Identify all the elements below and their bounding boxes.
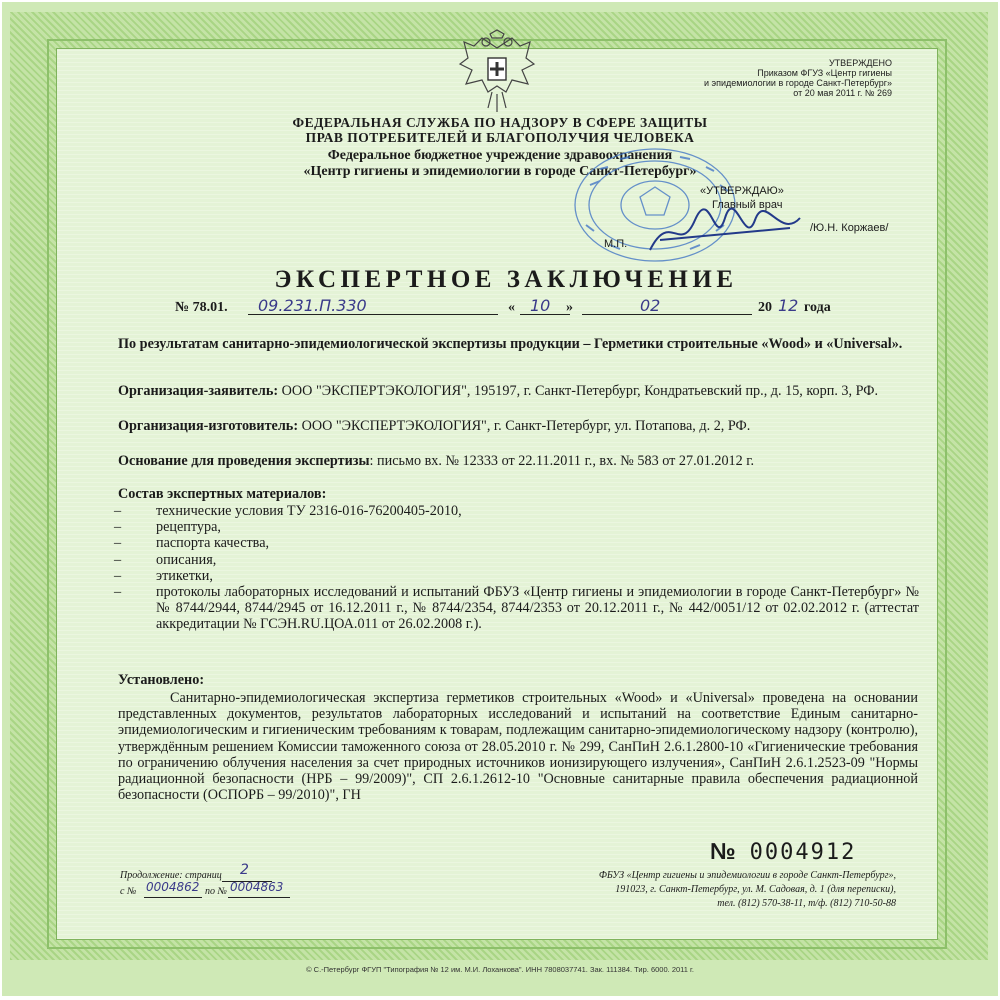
- list-item: [114, 519, 919, 535]
- applicant-paragraph: [118, 383, 918, 399]
- list-dash: –: [114, 551, 122, 568]
- list-dash: –: [114, 519, 122, 536]
- basis-label: Основание для проведения экспертизы: [118, 453, 370, 469]
- applicant-label: Организация-заявитель:: [118, 383, 279, 399]
- approval-line-2: Приказом ФГУЗ «Центр гигиены: [757, 68, 892, 78]
- document-title: ЭКСПЕРТНОЕ ЗАКЛЮЧЕНИЕ: [274, 266, 738, 293]
- to-underline: [228, 897, 290, 898]
- quote-close: »: [566, 300, 573, 315]
- established-label: Установлено:: [118, 672, 205, 688]
- approval-line-1: УТВЕРЖДЕНО: [828, 58, 892, 68]
- continuation-label: Продолжение: страниц: [120, 870, 222, 881]
- from-label: с №: [120, 886, 137, 897]
- to-label: по №: [205, 886, 227, 897]
- basis-paragraph: [118, 453, 918, 469]
- institution-line-2: «Центр гигиены и эпидемиологии в городе Санкт-Петербург»: [303, 164, 697, 179]
- chief-doctor-label: Главный врач: [712, 199, 783, 211]
- list-item-text: паспорта качества,: [156, 535, 270, 552]
- seal-place-label: М.П.: [604, 238, 628, 250]
- established-text: Санитарно-эпидемиологическая экспертиза герметиков строительных «Wood» и «Universal» проведена на основании представленных документов, результатов лабораторных исследований и испытаний на соответствие Единым санитарно-эпидемиологическим и гигиеническим требованиям к товарам, подлежащим санитарно-эпидемиологическому надзору (контролю), утверждённым решением Комиссии таможенного союза от 28.05.2010 г. № 299, СанПиН 2.6.1.2800-10 «Гигиенические требования по ограничению облучения населения за счет природных источников ионизирующего излучения», СанПиН 2.6.1.2523-09 "Нормы радиационной безопасности (НРБ – 99/2009)", СП 2.6.1.2612-10 "Основные санитарные правила обеспечения радиационной безопасности (ОСПОРБ – 99/2010)", ГН: [118, 690, 918, 804]
- registration-prefix: № 78.01.: [175, 300, 228, 315]
- expertise-subject: По результатам санитарно-эпидемиологической экспертизы продукции – Герметики строительные «Wood» и «Universal».: [118, 336, 903, 352]
- agency-name-line-1: ФЕДЕРАЛЬНАЯ СЛУЖБА ПО НАДЗОРУ В СФЕРЕ ЗАЩИТЫ: [292, 115, 708, 130]
- registration-number: 09.231.П.330: [258, 296, 367, 315]
- serial-sign: №: [710, 838, 736, 864]
- materials-label: Состав экспертных материалов:: [118, 486, 327, 502]
- list-item: [114, 503, 919, 519]
- continuation-from: 0004862: [146, 880, 200, 894]
- org-footer-line-1: ФБУЗ «Центр гигиены и эпидемиологии в городе Санкт-Петербург»,: [598, 870, 896, 881]
- manufacturer-label: Организация-изготовитель:: [118, 418, 299, 434]
- applicant-text: ООО "ЭКСПЕРТЭКОЛОГИЯ", 195197, г. Санкт-Петербург, Кондратьевский пр., д. 15, корп. 3, РФ.: [278, 383, 879, 399]
- from-underline: [144, 897, 202, 898]
- month-underline: [582, 314, 752, 315]
- list-item: [114, 535, 919, 551]
- manufacturer-paragraph: [118, 418, 918, 434]
- printer-imprint: © С.-Петербург ФГУП "Типография № 12 им. М.И. Лоханкова". ИНН 7808037741. Зак. 111384. Тир. 6000. 2011 г.: [306, 965, 694, 974]
- blank-serial-number: [710, 838, 856, 865]
- approval-note: [704, 58, 892, 98]
- list-dash: –: [114, 503, 122, 519]
- list-item-text: протоколы лабораторных исследований и испытаний ФБУЗ «Центр гигиены и эпидемиологии в городе Санкт-Петербург» №№ 8744/2944, 8744/2945 от 16.12.2011 г., № 8744/2354, 8744/2353 от 20.12.2011 г., № 442/0051/12 от 02.02.2012 г. (аттестат аккредитации № ГСЭН.RU.ЦОА.011 от 26.02.2008 г.).: [156, 584, 919, 633]
- date-month: 02: [640, 296, 661, 315]
- list-dash: –: [114, 535, 122, 552]
- approve-label: «УТВЕРЖДАЮ»: [700, 185, 784, 197]
- list-item-text: описания,: [156, 551, 217, 568]
- quote-open: «: [508, 300, 515, 315]
- agency-name-line-2: ПРАВ ПОТРЕБИТЕЛЕЙ И БЛАГОПОЛУЧИЯ ЧЕЛОВЕКА: [305, 130, 695, 145]
- list-item-text: рецептура,: [156, 519, 221, 536]
- year-suffix: 12: [778, 296, 799, 315]
- approval-line-3: и эпидемиологии в городе Санкт-Петербург»: [703, 78, 892, 88]
- double-headed-eagle-emblem: [452, 28, 542, 118]
- materials-list: [114, 503, 919, 633]
- institution-line-1: Федеральное бюджетное учреждение здравоохранения: [327, 148, 673, 163]
- list-item: [114, 568, 919, 584]
- list-dash: –: [114, 567, 122, 584]
- year-word: года: [804, 300, 831, 315]
- manufacturer-text: ООО "ЭКСПЕРТЭКОЛОГИЯ", г. Санкт-Петербург, ул. Потапова, д. 2, РФ.: [298, 418, 751, 434]
- continuation-pages: 2: [240, 862, 249, 878]
- serial-number: 0004912: [749, 840, 857, 865]
- approval-line-4: от 20 мая 2011 г. № 269: [793, 88, 892, 98]
- continuation-to: 0004863: [230, 880, 284, 894]
- handwritten-signature: [640, 200, 810, 260]
- list-item-text: технические условия ТУ 2316-016-76200405-2010,: [156, 503, 462, 519]
- list-item: [114, 552, 919, 568]
- org-footer-line-2: 191023, г. Санкт-Петербург, ул. М. Садовая, д. 1 (для переписки),: [615, 884, 896, 895]
- year-prefix: 20: [758, 300, 772, 315]
- date-day: 10: [530, 296, 551, 315]
- list-item-text: этикетки,: [156, 567, 213, 584]
- list-item: [114, 584, 919, 633]
- org-footer-line-3: тел. (812) 570-38-11, т/ф. (812) 710-50-88: [717, 898, 896, 909]
- list-dash: –: [114, 584, 122, 601]
- basis-text: : письмо вх. № 12333 от 22.11.2011 г., вх. № 583 от 27.01.2012 г.: [369, 453, 755, 469]
- signatory-name: /Ю.Н. Коржаев/: [810, 222, 889, 234]
